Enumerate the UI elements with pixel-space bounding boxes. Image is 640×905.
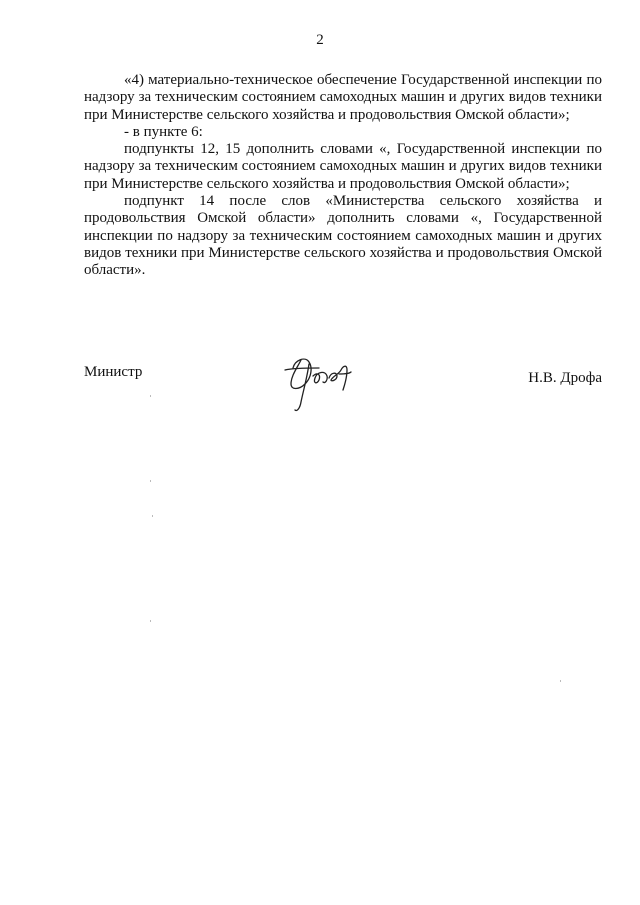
signer-title: Министр (84, 364, 143, 380)
document-body (84, 72, 602, 280)
signer-name: Н.В. Дрофа (528, 370, 602, 386)
page-number: 2 (316, 32, 324, 48)
paragraph-point-6: - в пункте 6: (124, 123, 203, 140)
scan-speck (150, 395, 151, 397)
handwritten-signature (279, 346, 369, 426)
scan-speck (152, 515, 153, 517)
paragraph-subpoints-12-15: подпункты 12, 15 дополнить словами «, Государственной инспекции по надзору за техническим состоянием самоходных машин и других видов техники при Министерстве сельского хозяйства и продовольствия Омской области»; (84, 141, 602, 192)
scan-speck (150, 620, 151, 622)
paragraph-item-4: «4) материально-техническое обеспечение Государственной инспекции по надзору за техническим состоянием самоходных машин и других видов техники при Министерстве сельского хозяйства и продовольствия Омской области»; (84, 72, 602, 123)
scan-speck (560, 680, 561, 682)
signature-block (84, 358, 602, 428)
paragraph-subpoint-14: подпункт 14 после слов «Министерства сельского хозяйства и продовольствия Омской области» дополнить словами «, Государственной инспекции по надзору за техническим состоянием самоходных машин и других видов техники при Министерстве сельского хозяйства и продовольствия Омской области». (84, 193, 602, 279)
scan-speck (150, 480, 151, 482)
